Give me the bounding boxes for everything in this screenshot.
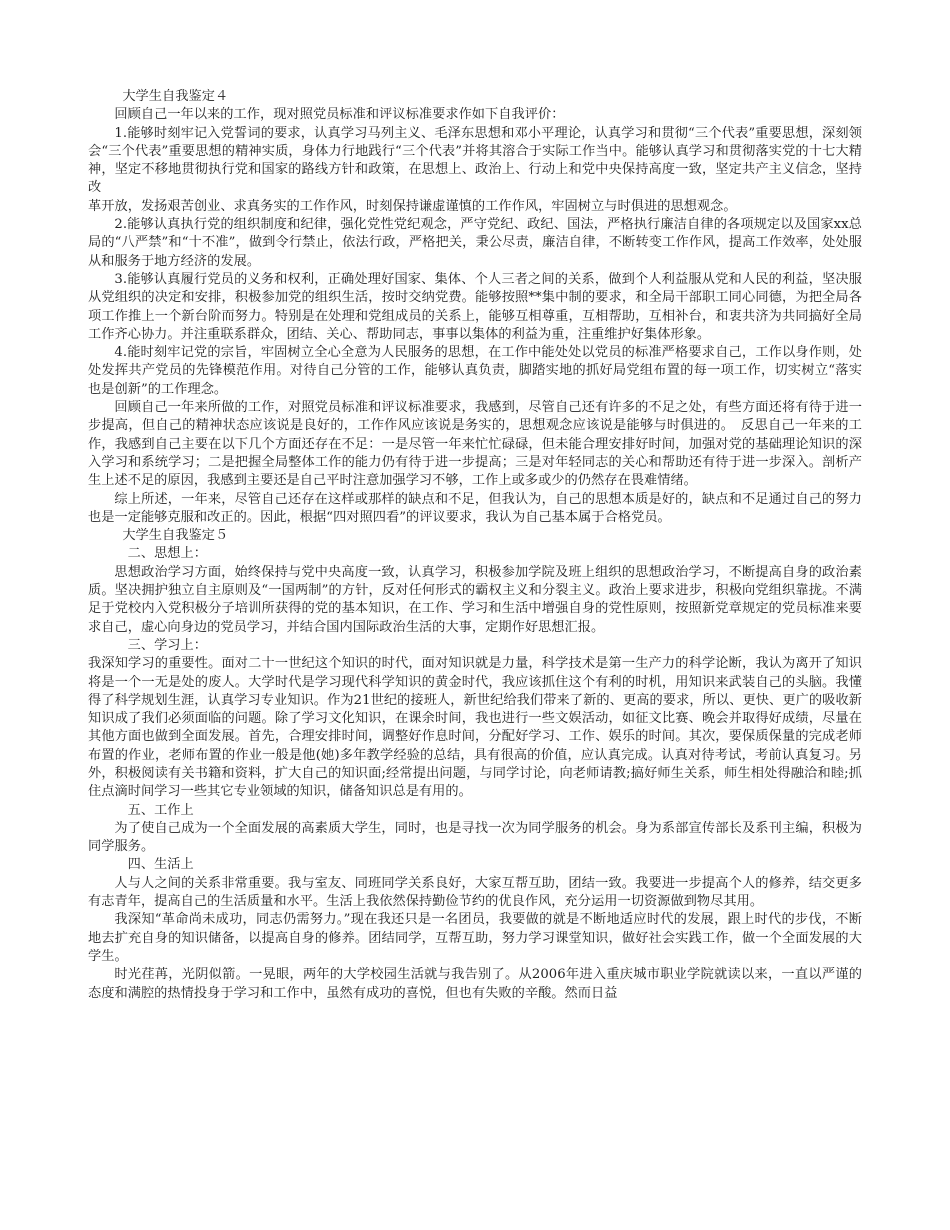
paragraph: 回顾自己一年来所做的工作，对照党员标准和评议标准要求，我感到，尽管自己还有许多的不足之处，有些方面还将有待于进一步提高，但自己的精神状态应该说是良好的，工作作风应该说是务实的，思想观念应该说是能够与时俱进的。 反思自己一年来的工作，我感到自己主要在以下几个方面还存在不足：一是尽管一年来忙忙碌碌，但未能合理安排好时间，加强对党的基础理论知识的深入学习和系统学习；二是把握全局整体工作的能力仍有待于进一步提高；三是对年轻同志的关心和帮助还有待于进一步深入。剖析产生上述不足的原因，我感到主要还是自己平时注意加强学习不够，工作上或多或少的仍然存在畏难情绪。 bbox=[88, 400, 862, 489]
subsection-heading: 五、工作上 bbox=[127, 802, 194, 818]
paragraph: 思想政治学习方面，始终保持与党中央高度一致，认真学习，积极参加学院及班上组织的思想政治学习，不断提高自身的政治素质。坚决拥护独立自主原则及“一国两制”的方针，反对任何形式的霸权主义和分裂主义。政治上要求进步，积极向党组织靠拢。不满足于党校内入党积极分子培训所获得的党的基本知识，在工作、学习和生活中增强自身的党性原则，按照新党章规定的党员标准来要求自己，虚心向身边的党员学习，并结合国内国际政治生活的大事，定期作好思想汇报。 bbox=[88, 564, 862, 635]
paragraph: 我深知“革命尚未成功，同志仍需努力。”现在我还只是一名团员，我要做的就是不断地适应时代的发展，跟上时代的步伐，不断地去扩充自身的知识储备，以提高自身的修养。团结同学，互帮互助，努力学习课堂知识，做好社会实践工作，做一个全面发展的大学生。 bbox=[88, 912, 862, 964]
paragraph: 我深知学习的重要性。面对二十一世纪这个知识的时代，面对知识就是力量，科学技术是第一生产力的科学论断，我认为离开了知识将是一个一无是处的废人。大学时代是学习现代科学知识的黄金时代，我应该抓住这个有利的时机，用知识来武装自己的头脑。我懂得了科学规划生涯，认真学习专业知识。作为21世纪的接班人，新世纪给我们带来了新的、更高的要求，所以、更快、更广的吸收新知识成了我们必须面临的问题。除了学习文化知识，在课余时间，我也进行一些文娱活动，如征文比赛、晚会并取得好成绩，尽量在其他方面也做到全面发展。首先，合理安排时间，调整好作息时间，分配好学习、工作、娱乐的时间。其次，要保质保量的完成老师布置的作业，老师布置的作业一般是他(她)多年教学经验的总结，具有很高的价值，应认真完成。认真对待考试，考前认真复习。另外，积极阅读有关书籍和资料，扩大自己的知识面;经常提出问题，与同学讨论，向老师请教;搞好师生关系，师生相处得融洽和睦;抓住点滴时间学习一些其它专业领域的知识，储备知识总是有用的。 bbox=[88, 656, 862, 800]
subsection-heading: 二、思想上： bbox=[127, 546, 208, 562]
paragraph: 回顾自己一年以来的工作，现对照党员标准和评议标准要求作如下自我评价： bbox=[114, 107, 565, 123]
paragraph: 3.能够认真履行党员的义务和权利，正确处理好国家、集体、个人三者之间的关系，做到个人利益服从党和人民的利益，坚决服从党组织的决定和安排，积极参加党的组织生活，按时交纳党费。能够按照**集中制的要求，和全局干部职工同心同德，为把全局各项工作推上一个新台阶而努力。特别是在处理和党组成员的关系上，能够互相尊重，互相帮助，互相补台，和衷共济为共同搞好全局工作齐心协力。并注重联系群众，团结、关心、帮助同志，事事以集体的利益为重，注重维护好集体形象。 bbox=[88, 271, 862, 342]
paragraph: 人与人之间的关系非常重要。我与室友、同班同学关系良好，大家互帮互助，团结一致。我要进一步提高个人的修养，结交更多有志青年，提高自己的生活质量和水平。生活上我依然保持勤俭节约的优良作风，充分运用一切资源做到物尽其用。 bbox=[88, 875, 862, 910]
subsection-heading: 四、生活上 bbox=[127, 857, 194, 873]
paragraph: 为了使自己成为一个全面发展的高素质大学生，同时，也是寻找一次为同学服务的机会。身为系部宣传部长及系刊主编，积极为同学服务。 bbox=[88, 820, 862, 855]
subsection-heading: 三、学习上： bbox=[127, 637, 208, 653]
section-heading: 大学生自我鉴定４ bbox=[122, 89, 229, 104]
paragraph: 时光荏苒，光阴似箭。一晃眼，两年的大学校园生活就与我告别了。从2006年进入重庆城市职业学院就读以来，一直以严谨的态度和满腔的热情投身于学习和工作中，虽然有成功的喜悦，但也有失败的辛酸。然而日益 bbox=[88, 967, 862, 1001]
paragraph: 综上所述，一年来，尽管自己还存在这样或那样的缺点和不足，但我认为，自己的思想本质是好的，缺点和不足通过自己的努力也是一定能够克服和改正的。因此，根据“四对照四看”的评议要求，我认为自己基本属于合格党员。 bbox=[88, 491, 862, 525]
paragraph: 1.能够时刻牢记入党誓词的要求，认真学习马列主义、毛泽东思想和邓小平理论，认真学习和贯彻“三个代表”重要思想，深刻领会“三个代表”重要思想的精神实质，身体力行地践行“三个代表”并将其溶合于实际工作当中。能够认真学习和贯彻落实党的十七大精神，坚定不移地贯彻执行党和国家的路线方针和政策，在思想上、政治上、行动上和党中央保持高度一致，坚定共产主义信念，坚持改 bbox=[88, 125, 862, 196]
section-heading: 大学生自我鉴定５ bbox=[122, 528, 229, 544]
paragraph: 2.能够认真执行党的组织制度和纪律，强化党性党纪观念，严守党纪、政纪、国法，严格执行廉洁自律的各项规定以及国家xx总局的“八严禁”和“十不准”，做到令行禁止，依法行政，严格把关，秉公尽责，廉洁自律，不断转变工作作风，提高工作效率，处处服从和服务于地方经济的发展。 bbox=[88, 217, 862, 269]
paragraph: 革开放，发扬艰苦创业、求真务实的工作作风，时刻保持谦虚谨慎的工作作风，牢固树立与时俱进的思想观念。 bbox=[88, 198, 737, 214]
paragraph: 4.能时刻牢记党的宗旨，牢固树立全心全意为人民服务的思想，在工作中能处处以党员的标准严格要求自己，工作以身作则，处处发挥共产党员的先锋模范作用。对待自己分管的工作，能够认真负责，脚踏实地的抓好局党组布置的每一项工作，切实树立“落实也是创新”的工作理念。 bbox=[88, 345, 862, 397]
